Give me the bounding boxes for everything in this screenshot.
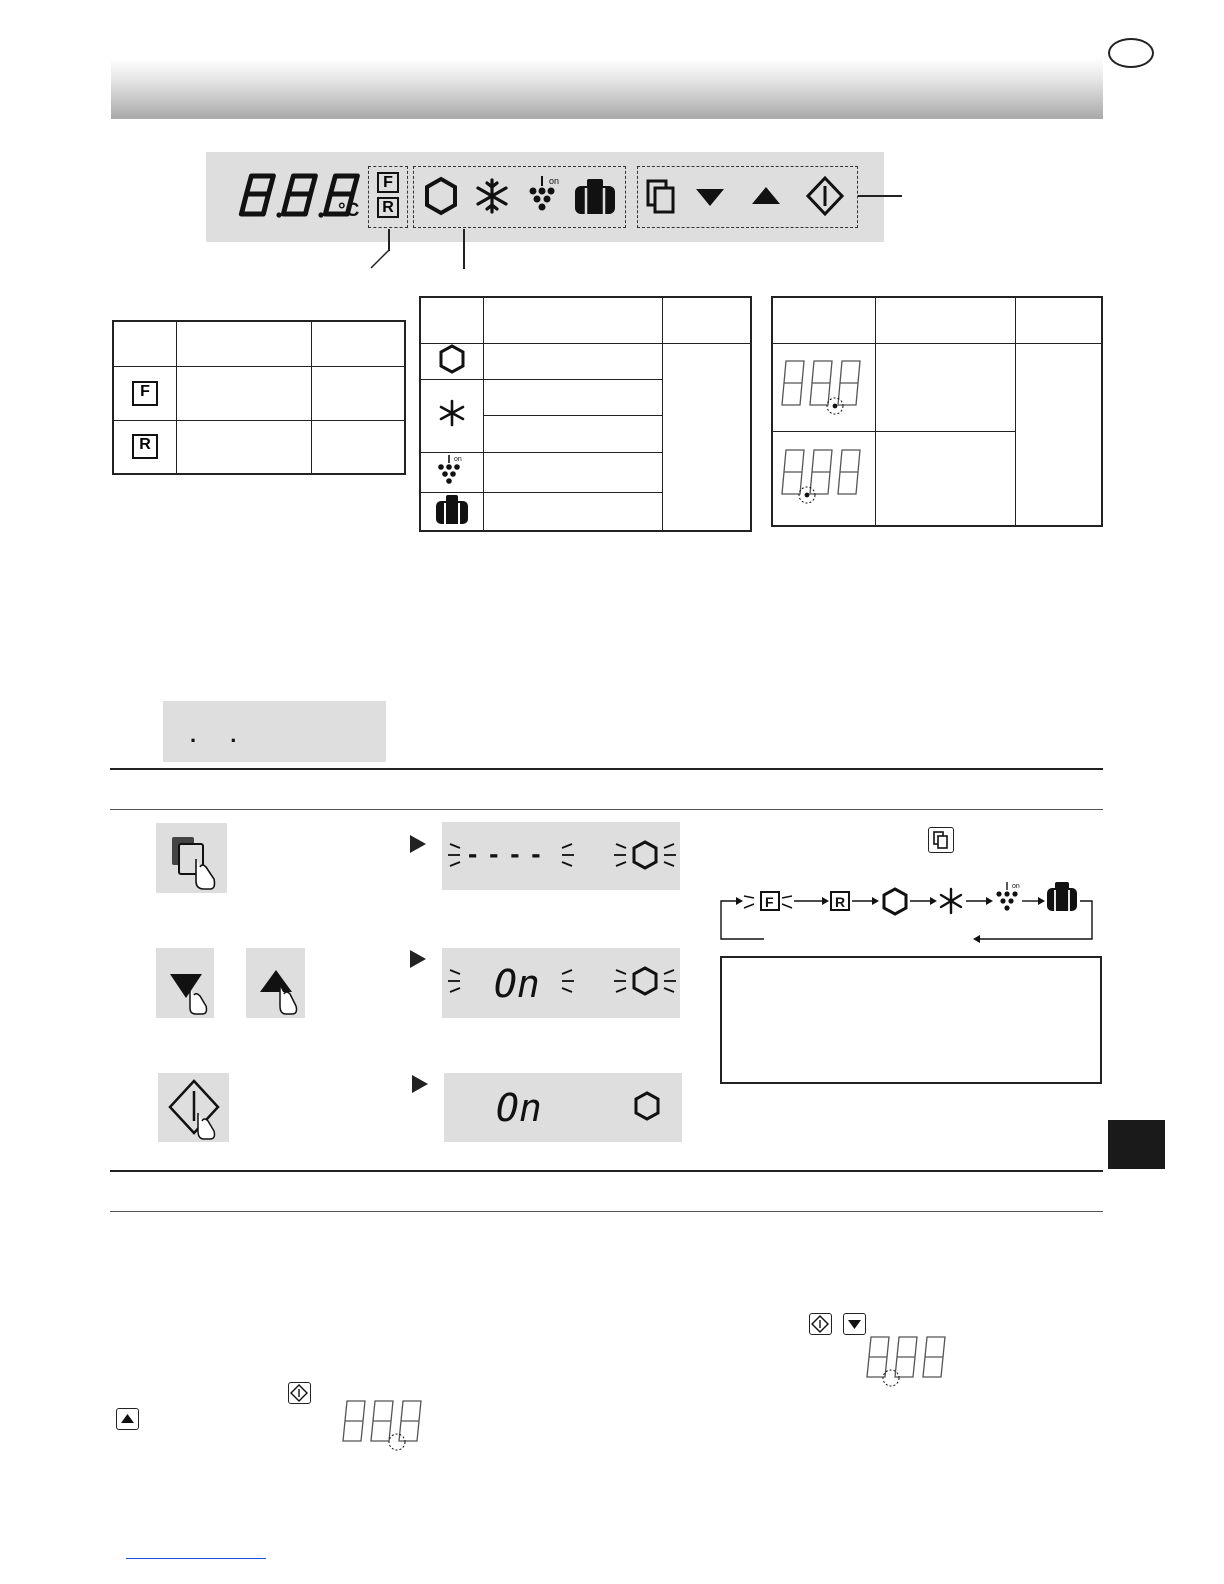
mode-table-icon-cell xyxy=(420,492,484,531)
power-icon xyxy=(810,1314,831,1334)
mode-table-icon-cell xyxy=(420,452,484,492)
down-icon xyxy=(844,1314,865,1334)
step2-down-illustration xyxy=(156,948,214,1018)
digit-display-dot-left-icon xyxy=(862,1334,954,1390)
digit-display-dot-left-icon xyxy=(779,446,869,506)
finger-press-down-icon xyxy=(156,948,214,1018)
section-rule xyxy=(110,1211,1103,1212)
display-table-header-cell xyxy=(1016,297,1103,343)
step3-arrow xyxy=(412,1075,428,1093)
link-underline[interactable] xyxy=(126,1558,266,1559)
hexagon-icon xyxy=(438,344,466,374)
section-rule xyxy=(110,1170,1103,1172)
grapes-on-icon xyxy=(437,453,467,487)
snowflake-icon xyxy=(474,178,510,214)
finger-press-up-icon xyxy=(246,948,305,1018)
step3-display xyxy=(444,1073,682,1142)
gray-label-dots: . . xyxy=(190,722,251,747)
bottle-rack-icon xyxy=(573,176,617,216)
digit-display-dot-right-icon xyxy=(779,355,869,415)
grapes-on-text: on xyxy=(549,176,560,186)
bottle-rack-icon xyxy=(435,493,469,525)
zone-table-icon-cell xyxy=(113,420,177,474)
snowflake-icon xyxy=(438,399,466,427)
zone-table-header-cell xyxy=(113,321,177,366)
up-button-small xyxy=(116,1408,139,1430)
zone-r-label: R xyxy=(132,434,158,459)
grapes-on-icon xyxy=(528,174,566,216)
grapes-on-text: on xyxy=(454,455,462,463)
finger-press-mode-icon xyxy=(156,823,227,893)
mode-table-header-cell xyxy=(420,297,484,343)
zone-f-label: F xyxy=(377,172,399,193)
step1-arrow xyxy=(410,835,426,853)
step1-display-text: - - - - xyxy=(468,838,543,869)
mode-cycle-diagram xyxy=(718,876,1100,946)
zone-table-header-cell xyxy=(312,321,406,366)
step1-button-illustration xyxy=(156,823,227,893)
note-box xyxy=(720,956,1102,1084)
mode-button-small xyxy=(928,827,954,853)
leader-line-modes xyxy=(463,229,465,269)
section-rule xyxy=(110,809,1103,810)
zone-table-header-cell xyxy=(177,321,312,366)
cycle-grapes-on-text: on xyxy=(1012,883,1020,890)
step3-button-illustration xyxy=(158,1073,229,1142)
power-icon xyxy=(289,1383,310,1403)
blink-marks-icon xyxy=(442,948,680,1018)
mode-table-icon-cell xyxy=(420,379,484,452)
down-button-small xyxy=(843,1313,866,1335)
leader-line-zone-diag xyxy=(368,248,392,270)
up-button[interactable] xyxy=(750,184,782,206)
mode-icon xyxy=(929,828,953,852)
display-table xyxy=(771,296,1103,527)
header-bar xyxy=(111,58,1103,119)
display-table-header-cell xyxy=(876,297,1016,343)
display-table-header-cell xyxy=(772,297,876,343)
cycle-f-label: F xyxy=(765,894,774,910)
power-button-small xyxy=(809,1313,832,1335)
zone-table xyxy=(112,320,406,475)
step2-arrow xyxy=(410,950,426,968)
power-button-small xyxy=(288,1382,311,1404)
zone-table-icon-cell xyxy=(113,366,177,420)
display-table-icon-cell xyxy=(772,343,876,431)
section-tab xyxy=(1108,1120,1165,1169)
mode-table xyxy=(419,296,752,532)
celsius-unit: °C xyxy=(338,200,360,221)
step1-display xyxy=(442,822,680,890)
down-button[interactable] xyxy=(694,186,726,208)
mode-table-header-cell xyxy=(484,297,663,343)
hexagon-icon xyxy=(423,176,459,216)
step3-display-text: On xyxy=(496,1086,542,1130)
hexagon-icon xyxy=(444,1073,682,1142)
zone-r-label: R xyxy=(377,197,399,218)
up-icon xyxy=(117,1409,138,1429)
digit-display-dot-right-icon xyxy=(338,1398,430,1454)
cycle-r-label: R xyxy=(835,894,846,910)
mode-table-header-cell xyxy=(663,297,752,343)
leader-line-buttons xyxy=(858,195,902,197)
step2-up-illustration xyxy=(246,948,305,1018)
zone-f-label: F xyxy=(132,381,158,406)
finger-press-power-icon xyxy=(158,1073,229,1142)
power-button[interactable] xyxy=(806,176,844,216)
mode-button[interactable] xyxy=(645,178,677,214)
language-badge xyxy=(1108,38,1154,68)
section-rule xyxy=(110,768,1103,770)
display-table-icon-cell xyxy=(772,431,876,526)
step2-display-text: On xyxy=(494,962,540,1006)
mode-table-icon-cell xyxy=(420,343,484,379)
step2-display xyxy=(442,948,680,1018)
